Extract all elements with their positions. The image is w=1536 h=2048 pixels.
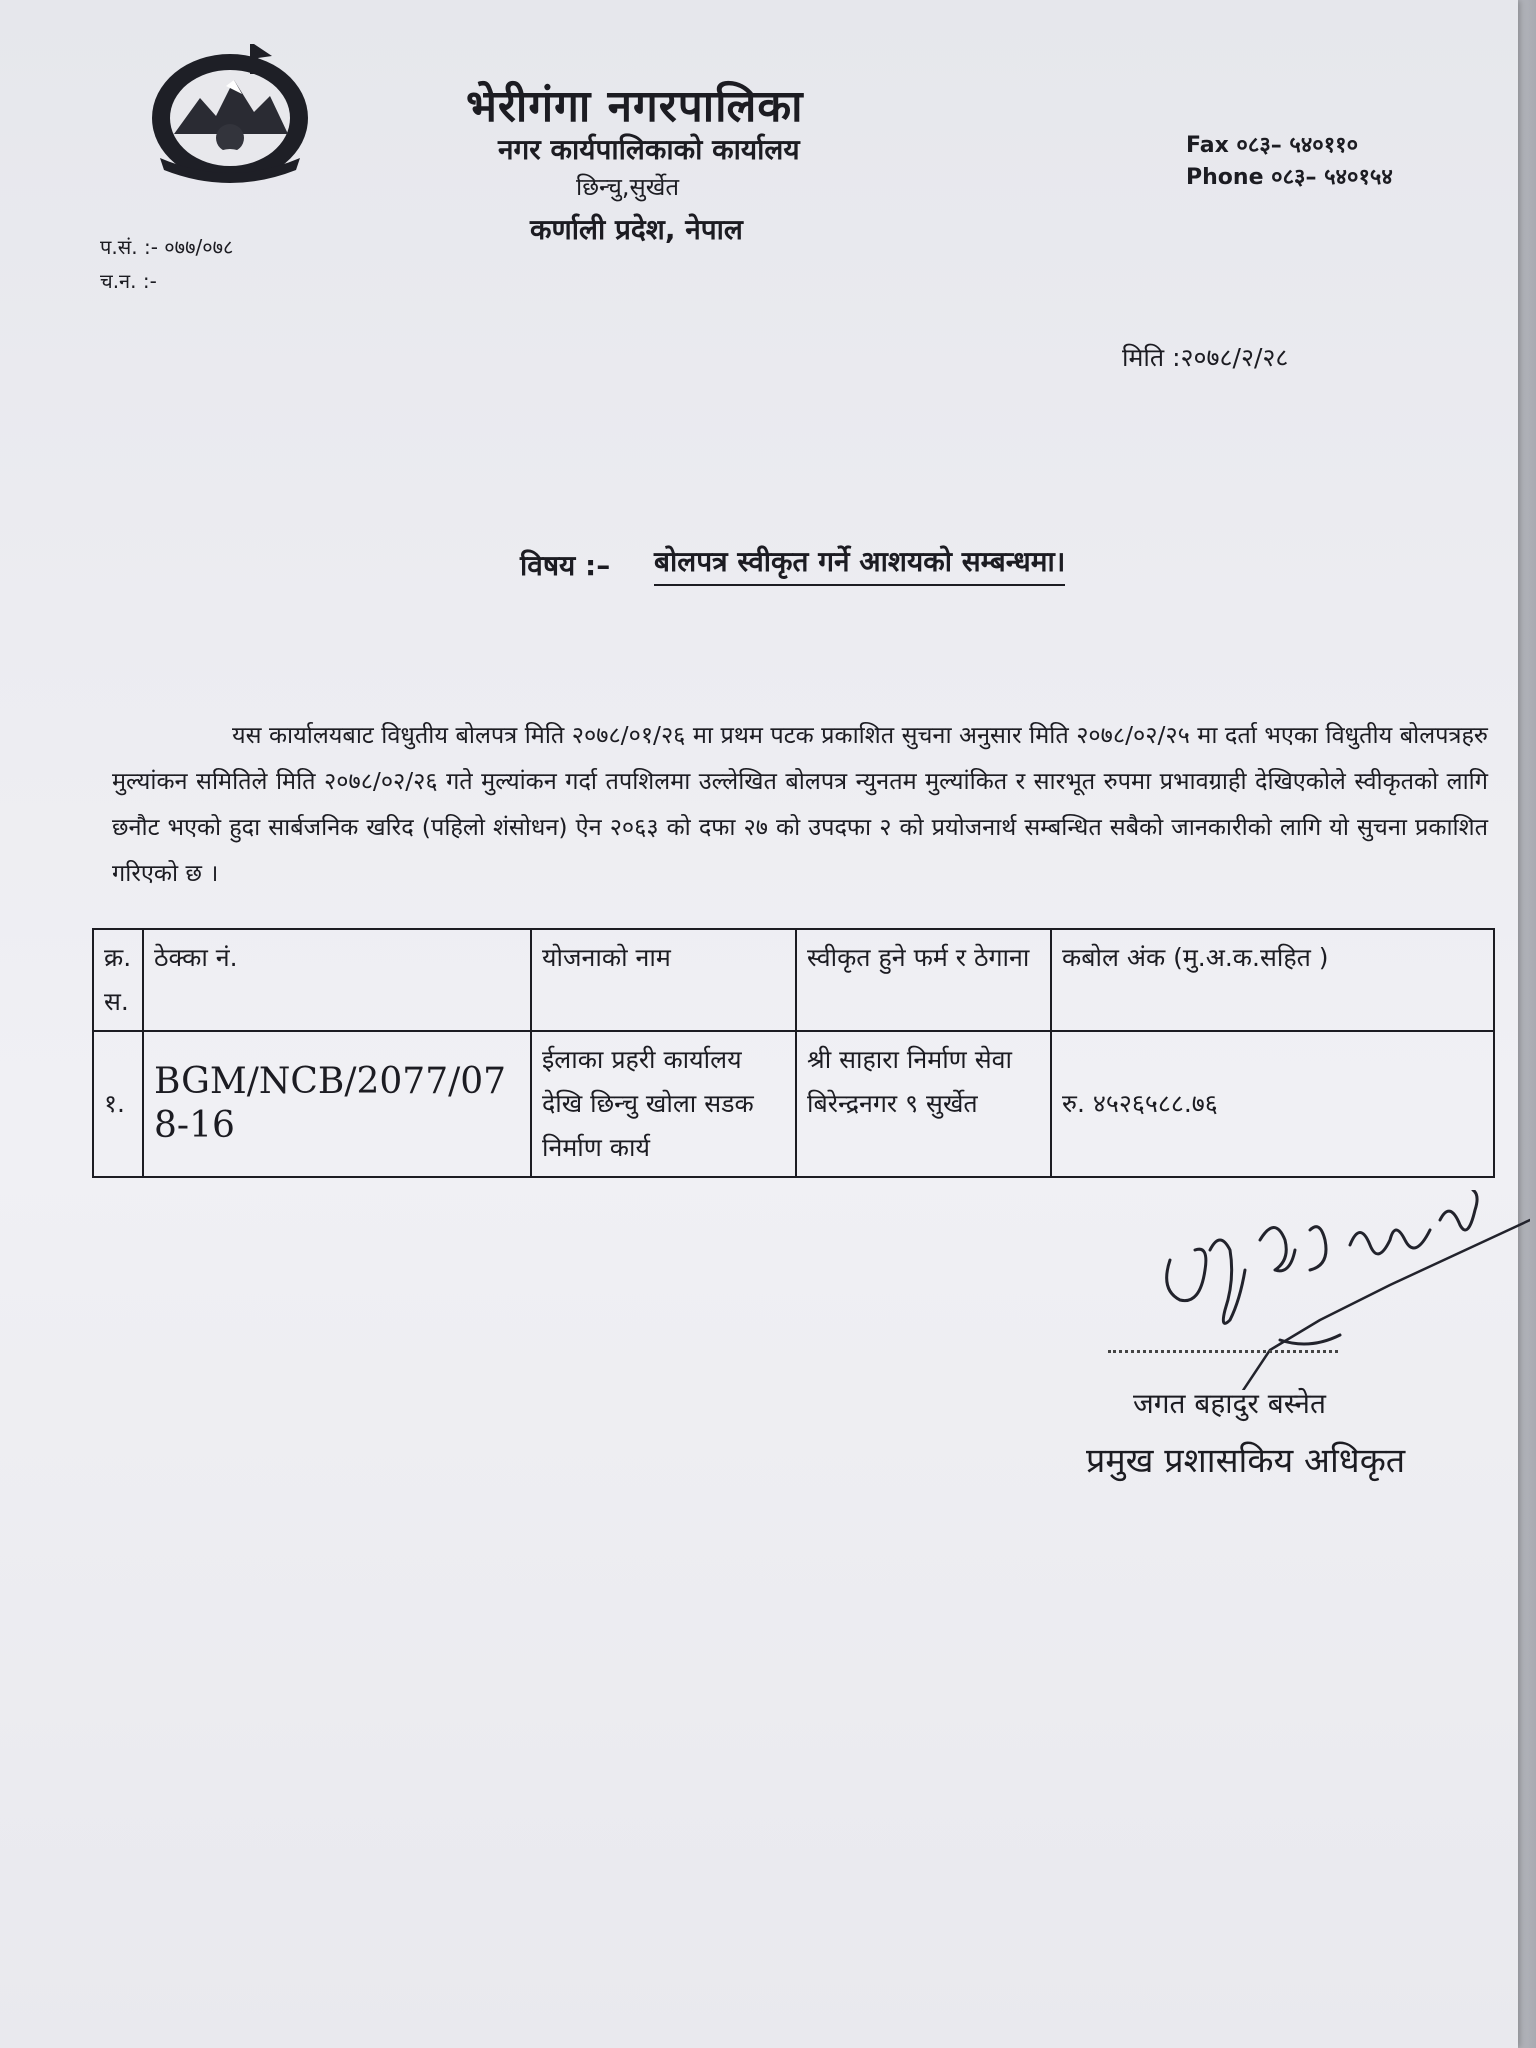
office-name: नगर कार्यपालिकाको कार्यालय [498,133,800,166]
signatory-name: जगत बहादुर बस्नेत [1133,1387,1326,1420]
row-project-name: ईलाका प्रहरी कार्यालय देखि छिन्चु खोला सडक निर्माण कार्य [531,1031,796,1177]
signatory-title: प्रमुख प्रशासकिय अधिकृत [1086,1441,1406,1481]
header-serial: क्र. स. [93,929,143,1031]
letter-date: मिति :२०७८/२/२८ [1122,343,1289,372]
row-bid-amount: रु. ४५२६५८८.७६ [1051,1031,1494,1177]
organization-name: भेरीगंगा नगरपालिका [466,81,804,132]
notice-paragraph: यस कार्यालयबाट विधुतीय बोलपत्र मिति २०७८/०१/२६ मा प्रथम पटक प्रकाशित सुचना अनुसार मिति २०७८/०२/२५ मा दर्ता भएका विधुतीय बोलपत्रहरु मुल्यांकन समितिले मिति २०७८/०२/२६ गते मुल्यांकन गर्दा तपशिलमा उल्लेखित बोलपत्र न्युनतम मुल्यांकित र सारभूत रुपमा प्रभावग्राही देखिएकोले स्वीकृतको लागि छनौट भएको हुदा सार्बजनिक खरिद (पहिलो शंसोधन) ऐन २०६३ को दफा २७ को उपदफा २ को प्रयोजनार्थ सम्बन्धित सबैको जानकारीको लागि यो सुचना प्रकाशित गरिएको छ । [112,721,1488,887]
reference-number: प.सं. :- ०७७/०७८ [100,235,234,259]
office-location: छिन्चु,सुर्खेत [576,173,680,201]
subject-label: विषय :– [520,549,611,582]
row-firm-address: श्री साहारा निर्माण सेवा बिरेन्द्रनगर ९ सुर्खेत [796,1031,1051,1177]
fax-number: Fax ०८३– ५४०११० [1186,133,1359,158]
phone-number: Phone ०८३– ५४०१५४ [1186,165,1393,190]
award-table [92,928,1495,1178]
header-contract-number: ठेक्का नं. [143,929,531,1031]
table-header-row [93,929,1494,1031]
header-bid-amount: कबोल अंक (मु.अ.क.सहित ) [1051,929,1494,1031]
contact-block [1186,130,1393,194]
header-firm-address: स्वीकृत हुने फर्म र ठेगाना [796,929,1051,1031]
dispatch-number: च.न. :- [100,269,157,293]
row-serial: १. [93,1031,143,1177]
table-row [93,1031,1494,1177]
reference-block [100,230,233,298]
nepal-government-emblem [130,38,330,188]
province-country: कर्णाली प्रदेश, नेपाल [530,213,743,246]
header-project-name: योजनाको नाम [531,929,796,1031]
subject-text: बोलपत्र स्वीकृत गर्ने आशयको सम्बन्धमा। [654,542,1065,586]
handwritten-signature [1150,1190,1530,1390]
row-contract-number: BGM/NCB/2077/078-16 [143,1031,531,1177]
signature-line [1108,1350,1338,1353]
